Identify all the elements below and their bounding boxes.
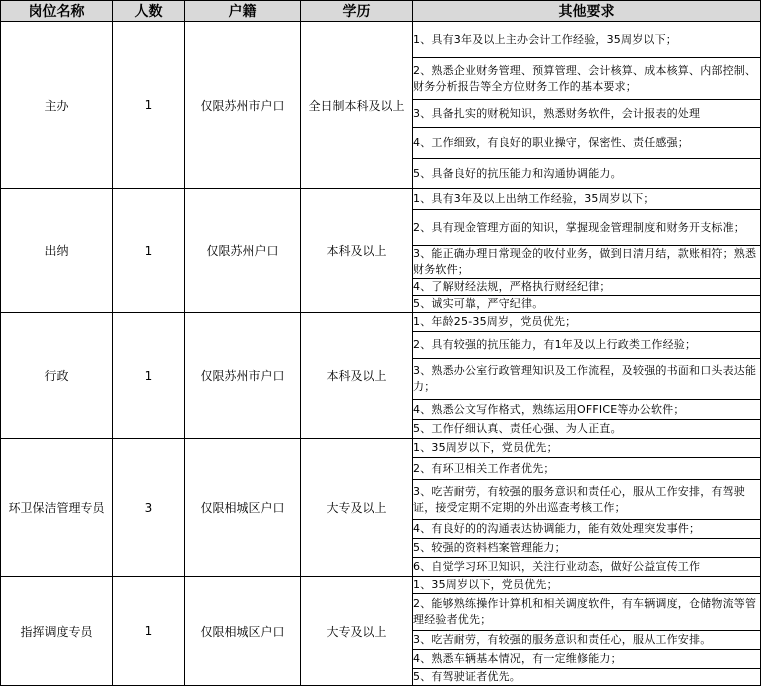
position-education: 大专及以上 — [301, 577, 413, 686]
position-education: 本科及以上 — [301, 313, 413, 439]
position-count: 1 — [113, 22, 185, 189]
header-education: 学历 — [301, 1, 413, 22]
requirement-item: 3、吃苦耐劳，有较强的服务意识和责任心，服从工作安排，有驾驶证，接受定期不定期的外出巡查考核工作； — [413, 480, 761, 520]
position-hukou: 仅限苏州市户口 — [185, 22, 301, 189]
requirement-item: 2、能够熟练操作计算机和相关调度软件，有车辆调度，仓储物流等管理经验者优先； — [413, 594, 761, 631]
requirement-item: 6、自觉学习环卫知识，关注行业动态，做好公益宣传工作 — [413, 558, 761, 577]
header-row — [1, 1, 761, 22]
position-title: 环卫保洁管理专员 — [1, 439, 113, 577]
requirement-item: 3、吃苦耐劳，有较强的服务意识和责任心，服从工作安排。 — [413, 631, 761, 650]
position-hukou: 仅限苏州市户口 — [185, 313, 301, 439]
requirement-item: 1、具有3年及以上出纳工作经验，35周岁以下； — [413, 189, 761, 210]
requirement-item: 5、较强的资料档案管理能力； — [413, 539, 761, 558]
requirement-item: 1、35周岁以下，党员优先； — [413, 439, 761, 458]
requirement-item: 4、了解财经法规，严格执行财经纪律； — [413, 279, 761, 296]
header-requirements: 其他要求 — [413, 1, 761, 22]
requirement-item: 1、35周岁以下，党员优先； — [413, 577, 761, 594]
requirement-item: 3、熟悉办公室行政管理知识及工作流程，及较强的书面和口头表达能力； — [413, 359, 761, 400]
position-title: 主办 — [1, 22, 113, 189]
position-count: 1 — [113, 189, 185, 313]
table-row — [1, 22, 761, 58]
requirement-item: 4、熟悉车辆基本情况，有一定维修能力； — [413, 650, 761, 669]
requirement-item: 1、年龄25-35周岁，党员优先； — [413, 313, 761, 332]
position-education: 本科及以上 — [301, 189, 413, 313]
position-title: 指挥调度专员 — [1, 577, 113, 686]
requirement-item: 2、具有较强的抗压能力，有1年及以上行政类工作经验； — [413, 332, 761, 359]
requirement-item: 2、有环卫相关工作者优先； — [413, 458, 761, 480]
position-hukou: 仅限苏州户口 — [185, 189, 301, 313]
requirement-item: 4、工作细致，有良好的职业操守，保密性、责任感强； — [413, 128, 761, 159]
table-row — [1, 189, 761, 210]
header-position: 岗位名称 — [1, 1, 113, 22]
header-count: 人数 — [113, 1, 185, 22]
position-count: 3 — [113, 439, 185, 577]
requirement-item: 3、能正确办理日常现金的收付业务，做到日清月结，款账相符；熟悉财务软件； — [413, 246, 761, 279]
requirement-item: 4、熟悉公文写作格式，熟练运用OFFICE等办公软件； — [413, 400, 761, 420]
position-title: 行政 — [1, 313, 113, 439]
requirement-item: 3、具备扎实的财税知识，熟悉财务软件，会计报表的处理 — [413, 100, 761, 128]
requirement-item: 4、有良好的的沟通表达协调能力，能有效处理突发事件； — [413, 520, 761, 539]
requirement-item: 5、具备良好的抗压能力和沟通协调能力。 — [413, 159, 761, 189]
position-count: 1 — [113, 313, 185, 439]
requirement-item: 2、具有现金管理方面的知识，掌握现金管理制度和财务开支标准； — [413, 210, 761, 246]
table-row — [1, 577, 761, 594]
requirement-item: 5、有驾驶证者优先。 — [413, 669, 761, 686]
position-title: 出纳 — [1, 189, 113, 313]
requirement-item: 2、熟悉企业财务管理、预算管理、会计核算、成本核算、内部控制、财务分析报告等全方位财务工作的基本要求； — [413, 58, 761, 100]
table-row — [1, 313, 761, 332]
position-hukou: 仅限相城区户口 — [185, 577, 301, 686]
requirement-item: 5、诚实可靠，严守纪律。 — [413, 296, 761, 313]
position-education: 大专及以上 — [301, 439, 413, 577]
position-count: 1 — [113, 577, 185, 686]
requirement-item: 1、具有3年及以上主办会计工作经验，35周岁以下； — [413, 22, 761, 58]
table-row — [1, 439, 761, 458]
header-hukou: 户籍 — [185, 1, 301, 22]
position-hukou: 仅限相城区户口 — [185, 439, 301, 577]
position-education: 全日制本科及以上 — [301, 22, 413, 189]
requirement-item: 5、工作仔细认真、责任心强、为人正直。 — [413, 420, 761, 439]
